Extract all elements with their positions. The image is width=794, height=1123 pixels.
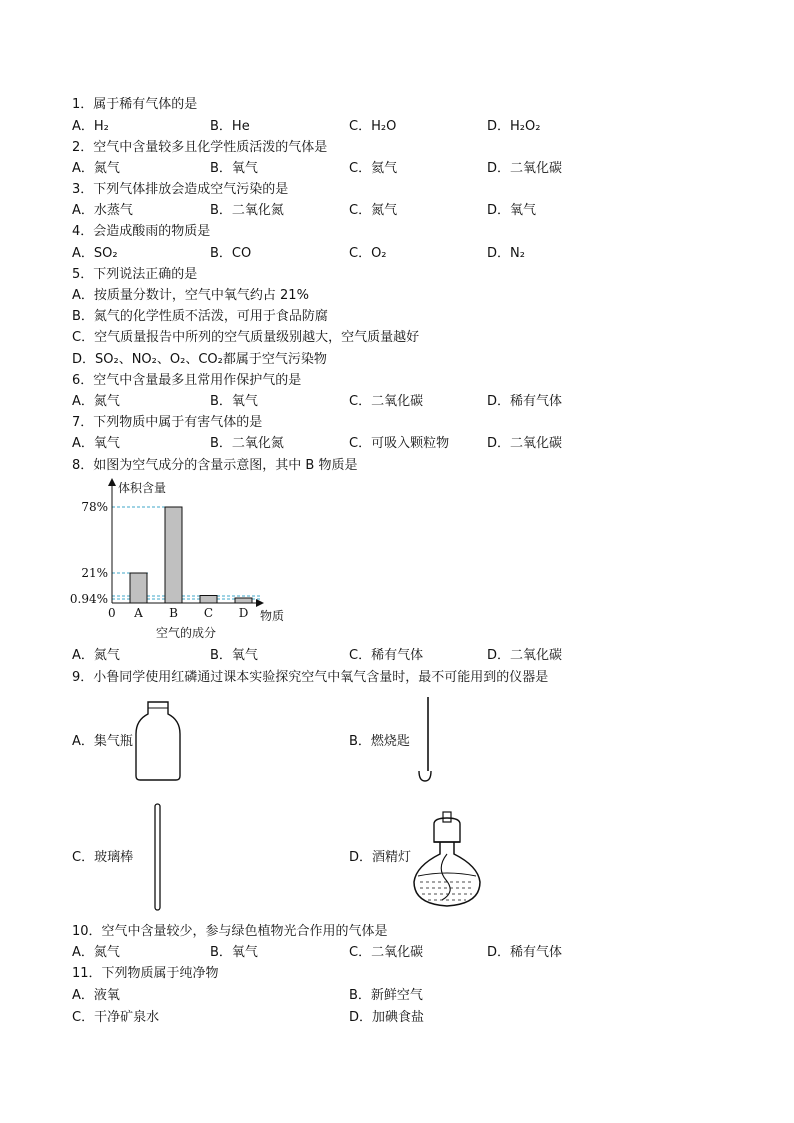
question-8-stem: 8．如图为空气成分的含量示意图，其中 B 物质是 [72, 458, 358, 473]
question-11-option-c: C．干净矿泉水 [72, 1010, 160, 1025]
question-7-option-c: C．可吸入颗粒物 [349, 436, 450, 451]
alcohol-lamp-icon [410, 810, 486, 910]
question-6-stem: 6．空气中含量最多且常用作保护气的是 [72, 373, 302, 388]
question-10-option-b: B．氧气 [210, 945, 258, 960]
category-label-d: D [238, 606, 249, 620]
question-3-option-b: B．二氧化氮 [210, 203, 284, 218]
question-5-stem: 5．下列说法正确的是 [72, 267, 198, 282]
y-tick-label: 78% [81, 500, 108, 514]
question-1-option-a: A．H₂ [72, 119, 109, 134]
question-2-stem: 2．空气中含量较多且化学性质活泼的气体是 [72, 140, 328, 155]
question-8-option-b: B．氧气 [210, 648, 258, 663]
question-7-option-b: B．二氧化氮 [210, 436, 284, 451]
question-1-option-d: D．H₂O₂ [487, 119, 541, 134]
question-10-option-d: D．稀有气体 [487, 945, 563, 960]
question-2-option-a: A．氮气 [72, 161, 120, 176]
question-8-option-d: D．二氧化碳 [487, 648, 563, 663]
question-7-option-d: D．二氧化碳 [487, 436, 563, 451]
x-axis-label: 物质 [260, 609, 285, 623]
bar-d [235, 598, 252, 603]
question-3-option-c: C．氮气 [349, 203, 398, 218]
question-11-option-d: D．加碘食盐 [349, 1010, 425, 1025]
category-label-a: A [134, 606, 143, 620]
question-6-option-b: B．氧气 [210, 394, 258, 409]
question-8-option-c: C．稀有气体 [349, 648, 424, 663]
question-1-option-b: B．He [210, 119, 250, 134]
category-label-c: C [203, 606, 214, 620]
air-composition-chart [70, 478, 300, 648]
y-tick-label: 0.94% [69, 592, 108, 606]
bar-c [200, 596, 217, 604]
question-5-option-d: D．SO₂、NO₂、O₂、CO₂都属于空气污染物 [72, 352, 327, 367]
question-3-stem: 3．下列气体排放会造成空气污染的是 [72, 182, 289, 197]
question-4-option-c: C．O₂ [349, 246, 387, 261]
question-9-option-c: C．玻璃棒 [72, 850, 134, 865]
question-8-option-a: A．氮气 [72, 648, 120, 663]
question-2-option-c: C．氦气 [349, 161, 398, 176]
y-tick-label: 21% [81, 566, 108, 580]
question-6-option-a: A．氮气 [72, 394, 120, 409]
origin-label: 0 [108, 606, 116, 620]
question-4-option-d: D．N₂ [487, 246, 525, 261]
question-4-stem: 4．会造成酸雨的物质是 [72, 224, 211, 239]
gas-jar-icon [134, 700, 182, 782]
question-11-option-a: A．液氧 [72, 988, 120, 1003]
question-7-stem: 7．下列物质中属于有害气体的是 [72, 415, 263, 430]
question-5-option-a: A．按质量分数计，空气中氧气约占 21% [72, 288, 309, 303]
question-2-option-d: D．二氧化碳 [487, 161, 563, 176]
y-axis-label: 体积含量 [118, 481, 167, 495]
question-11-stem: 11．下列物质属于纯净物 [72, 966, 219, 981]
bar-a [130, 573, 147, 603]
question-6-option-c: C．二氧化碳 [349, 394, 424, 409]
question-9-option-b: B．燃烧匙 [349, 734, 410, 749]
question-7-option-a: A．氧气 [72, 436, 120, 451]
question-9-stem: 9．小鲁同学使用红磷通过课本实验探究空气中氧气含量时，最不可能用到的仪器是 [72, 670, 549, 685]
question-5-option-b: B．氮气的化学性质不活泼，可用于食品防腐 [72, 309, 328, 324]
question-5-option-c: C．空气质量报告中所列的空气质量级别越大，空气质量越好 [72, 330, 420, 345]
category-label-b: B [169, 606, 178, 620]
question-10-stem: 10．空气中含量较少，参与绿色植物光合作用的气体是 [72, 924, 388, 939]
bar-b [165, 507, 182, 603]
glass-rod-icon [153, 802, 163, 914]
combustion-spoon-icon [415, 695, 435, 785]
question-4-option-b: B．CO [210, 246, 252, 261]
question-3-option-d: D．氧气 [487, 203, 537, 218]
question-10-option-c: C．二氧化碳 [349, 945, 424, 960]
question-9-option-a: A．集气瓶 [72, 734, 133, 749]
question-1-stem: 1．属于稀有气体的是 [72, 97, 198, 112]
question-6-option-d: D．稀有气体 [487, 394, 563, 409]
question-10-option-a: A．氮气 [72, 945, 120, 960]
question-2-option-b: B．氧气 [210, 161, 258, 176]
question-11-option-b: B．新鲜空气 [349, 988, 423, 1003]
question-4-option-a: A．SO₂ [72, 246, 118, 261]
question-9-option-d: D．酒精灯 [349, 850, 412, 865]
question-3-option-a: A．水蒸气 [72, 203, 133, 218]
question-1-option-c: C．H₂O [349, 119, 397, 134]
chart-caption: 空气的成分 [156, 626, 217, 640]
